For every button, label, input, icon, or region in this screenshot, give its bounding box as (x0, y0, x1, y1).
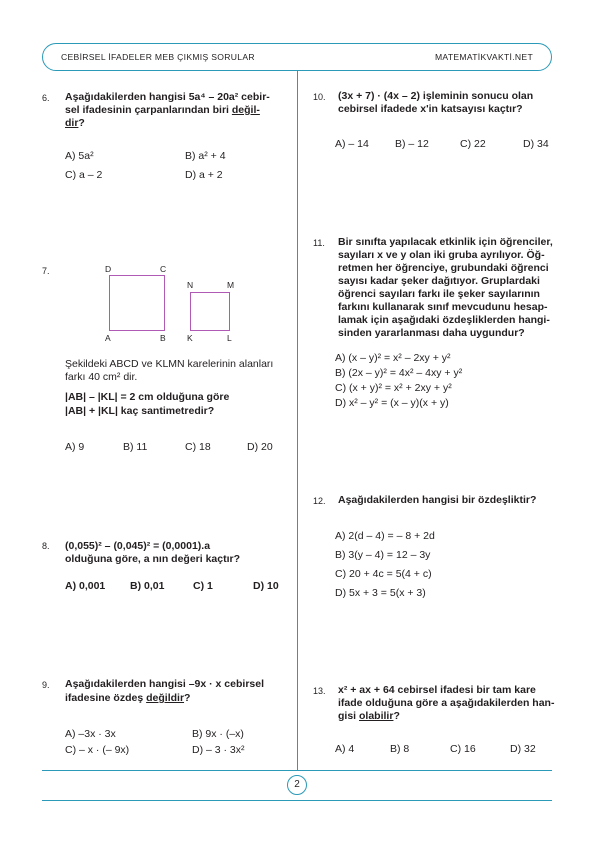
q8-option-c[interactable]: C) 1 (193, 580, 213, 592)
q7-line3: |AB| – |KL| = 2 cm olduğuna göre (65, 391, 230, 403)
label-m: M (227, 280, 235, 290)
q10-option-d[interactable]: D) 34 (523, 138, 549, 150)
q13-line3: gisi olabilir? (338, 710, 400, 722)
square-klmn (190, 292, 230, 331)
column-divider (297, 71, 298, 771)
q12-option-b[interactable]: B) 3(y – 4) = 12 – 3y (335, 549, 431, 561)
label-b: B (160, 333, 166, 343)
label-n: N (187, 280, 194, 290)
q9-line1: Aşağıdakilerden hangisi –9x · x cebirsel (65, 678, 265, 690)
q12-option-a[interactable]: A) 2(d – 4) = – 8 + 2d (335, 530, 435, 542)
q8-option-a[interactable]: A) 0,001 (65, 580, 106, 592)
q13-option-b[interactable]: B) 8 (390, 743, 410, 755)
footer-rule-top (42, 770, 552, 771)
q11-option-a[interactable]: A) (x – y)² = x² – 2xy + y² (335, 352, 451, 364)
q10-option-a[interactable]: A) – 14 (335, 138, 369, 150)
q13-number: 13. (313, 686, 326, 696)
page-number: 2 (287, 775, 307, 795)
q9-option-b[interactable]: B) 9x · (–x) (192, 728, 244, 740)
q12-option-c[interactable]: C) 20 + 4c = 5(4 + c) (335, 568, 432, 580)
q6-number: 6. (42, 93, 50, 103)
header-site: MATEMATİKVAKTİ.NET (434, 52, 533, 62)
q12-option-d[interactable]: D) 5x + 3 = 5(x + 3) (335, 587, 426, 599)
q10-option-c[interactable]: C) 22 (460, 138, 486, 150)
q6-option-a[interactable]: A) 5a² (65, 150, 94, 162)
q7-option-c[interactable]: C) 18 (185, 441, 211, 453)
q13-option-d[interactable]: D) 32 (510, 743, 536, 755)
q9-option-a[interactable]: A) –3x · 3x (65, 728, 116, 740)
q6-line3: dir? (65, 117, 85, 129)
q13-option-c[interactable]: C) 16 (450, 743, 476, 755)
q11-option-d[interactable]: D) x² – y² = (x – y)(x + y) (335, 397, 449, 409)
q6-line1: Aşağıdakilerden hangisi 5a⁴ – 20a² cebir- (65, 91, 270, 103)
q8-number: 8. (42, 541, 50, 551)
footer-rule-bottom (42, 800, 552, 801)
page-header (42, 43, 552, 71)
q12-line1: Aşağıdakilerden hangisi bir özdeşliktir? (338, 494, 537, 506)
q6-option-b[interactable]: B) a² + 4 (185, 150, 226, 162)
q8-line1: (0,055)² – (0,045)² = (0,0001).a (65, 540, 211, 552)
label-d: D (105, 264, 112, 274)
q11-line: öğrenci sayıları farkı ile şeker sayılarının (338, 288, 540, 300)
q7-option-b[interactable]: B) 11 (123, 441, 148, 453)
q11-line: sayısı kadar şeker dağıtıyor. Gruplardaki (338, 275, 540, 287)
label-k: K (187, 333, 193, 343)
q11-line: lamak için aşağıdaki özdeşliklerden hangi- (338, 314, 550, 326)
q6-option-d[interactable]: D) a + 2 (185, 169, 223, 181)
q10-option-b[interactable]: B) – 12 (395, 138, 429, 150)
q7-number: 7. (42, 266, 50, 276)
q10-number: 10. (313, 92, 326, 102)
q9-option-d[interactable]: D) – 3 · 3x² (192, 744, 245, 756)
q13-line2: ifade olduğuna göre a aşağıdakilerden han- (338, 697, 555, 709)
q11-line: farkını kullanarak sınıf mevcudunu hesap- (338, 301, 548, 313)
q11-option-b[interactable]: B) (2x – y)² = 4x² – 4xy + y² (335, 367, 463, 379)
q11-line: sinden yararlanması daha uygundur? (338, 327, 525, 339)
q11-number: 11. (313, 238, 325, 248)
label-l: L (227, 333, 232, 343)
square-abcd (109, 275, 165, 331)
q10-line2: cebirsel ifadede x'in katsayısı kaçtır? (338, 103, 523, 115)
q6-option-c[interactable]: C) a – 2 (65, 169, 103, 181)
q8-option-d[interactable]: D) 10 (253, 580, 279, 592)
q9-number: 9. (42, 680, 50, 690)
q13-line1: x² + ax + 64 cebirsel ifadesi bir tam kare (338, 684, 536, 696)
label-c: C (160, 264, 167, 274)
q13-option-a[interactable]: A) 4 (335, 743, 355, 755)
q7-line1: Şekildeki ABCD ve KLMN karelerinin alanları (65, 358, 274, 370)
q8-option-b[interactable]: B) 0,01 (130, 580, 165, 592)
header-title: CEBİRSEL İFADELER MEB ÇIKMIŞ SORULAR (61, 52, 255, 62)
q7-line2: farkı 40 cm² dir. (65, 371, 138, 383)
q11-line: Bir sınıfta yapılacak etkinlik için öğrenciler, (338, 236, 553, 248)
q6-line2: sel ifadesinin çarpanlarından biri değil- (65, 104, 260, 116)
q9-line2: ifadesine özdeş değildir? (65, 692, 191, 704)
q11-line: retmen her öğrenciye, grubundaki öğrenci (338, 262, 549, 274)
q8-line2: olduğuna göre, a nın değeri kaçtır? (65, 553, 241, 565)
q7-option-d[interactable]: D) 20 (247, 441, 273, 453)
q12-number: 12. (313, 496, 326, 506)
q11-option-c[interactable]: C) (x + y)² = x² + 2xy + y² (335, 382, 452, 394)
label-a: A (105, 333, 111, 343)
q10-line1: (3x + 7) · (4x – 2) işleminin sonucu olan (338, 90, 534, 102)
q11-line: sayıları x ve y olan iki gruba ayrılıyor. Öğ- (338, 249, 545, 261)
q9-option-c[interactable]: C) – x · (– 9x) (65, 744, 130, 756)
q7-line4: |AB| + |KL| kaç santimetredir? (65, 405, 215, 417)
q7-option-a[interactable]: A) 9 (65, 441, 85, 453)
